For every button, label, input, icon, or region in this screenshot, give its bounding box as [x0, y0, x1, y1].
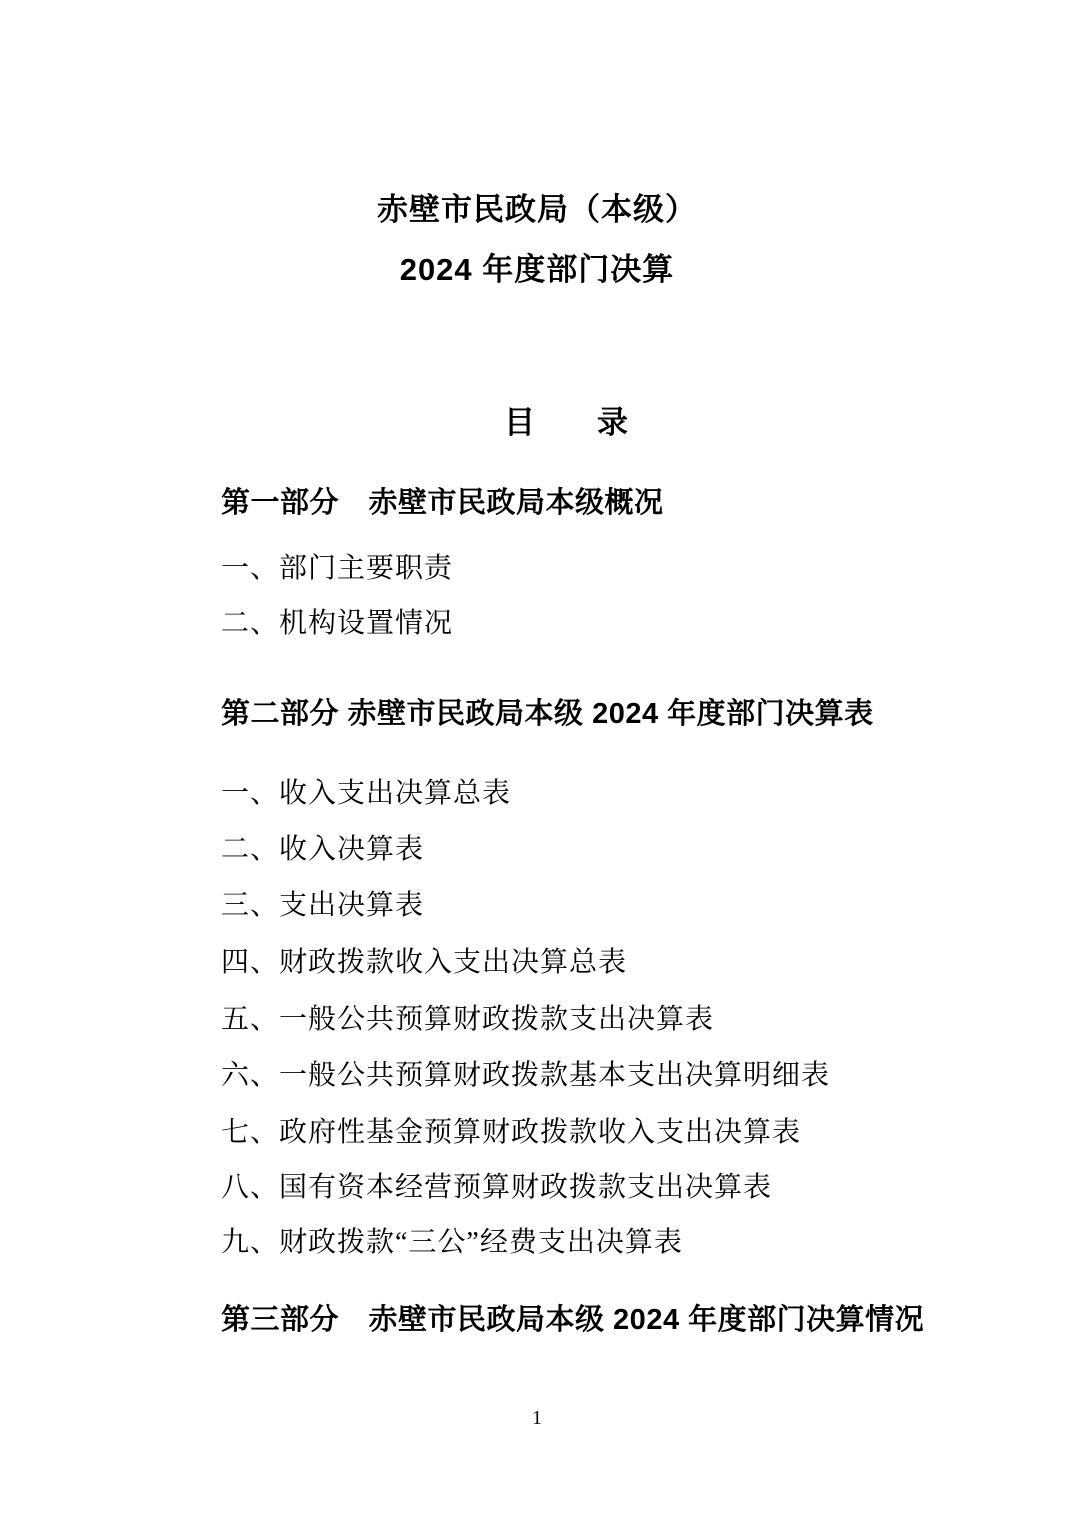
toc-section-2-heading: 第二部分 赤壁市民政局本级 2024 年度部门决算表 [221, 698, 874, 730]
toc-item: 一、收入支出决算总表 [221, 778, 512, 809]
toc-item: 五、一般公共预算财政拨款支出决算表 [221, 1004, 715, 1035]
toc-section-1-heading: 第一部分 赤壁市民政局本级概况 [221, 487, 664, 519]
toc-item: 一、部门主要职责 [221, 553, 454, 584]
page-number: 1 [532, 1407, 542, 1429]
toc-item: 二、收入决算表 [221, 834, 425, 865]
toc-item: 三、支出决算表 [221, 890, 425, 921]
document-title-line2: 2024 年度部门决算 [399, 252, 675, 287]
toc-item: 二、机构设置情况 [221, 608, 454, 639]
toc-item: 六、一般公共预算财政拨款基本支出决算明细表 [221, 1060, 831, 1091]
toc-item: 九、财政拨款“三公”经费支出决算表 [221, 1227, 683, 1258]
document-title-line1: 赤壁市民政局（本级） [377, 192, 697, 227]
toc-item: 四、财政拨款收入支出决算总表 [221, 947, 628, 978]
toc-heading: 目 录 [504, 405, 628, 440]
toc-item: 七、政府性基金预算财政拨款收入支出决算表 [221, 1117, 802, 1148]
toc-section-3-heading: 第三部分 赤壁市民政局本级 2024 年度部门决算情况 [221, 1304, 925, 1336]
toc-item: 八、国有资本经营预算财政拨款支出决算表 [221, 1172, 773, 1203]
